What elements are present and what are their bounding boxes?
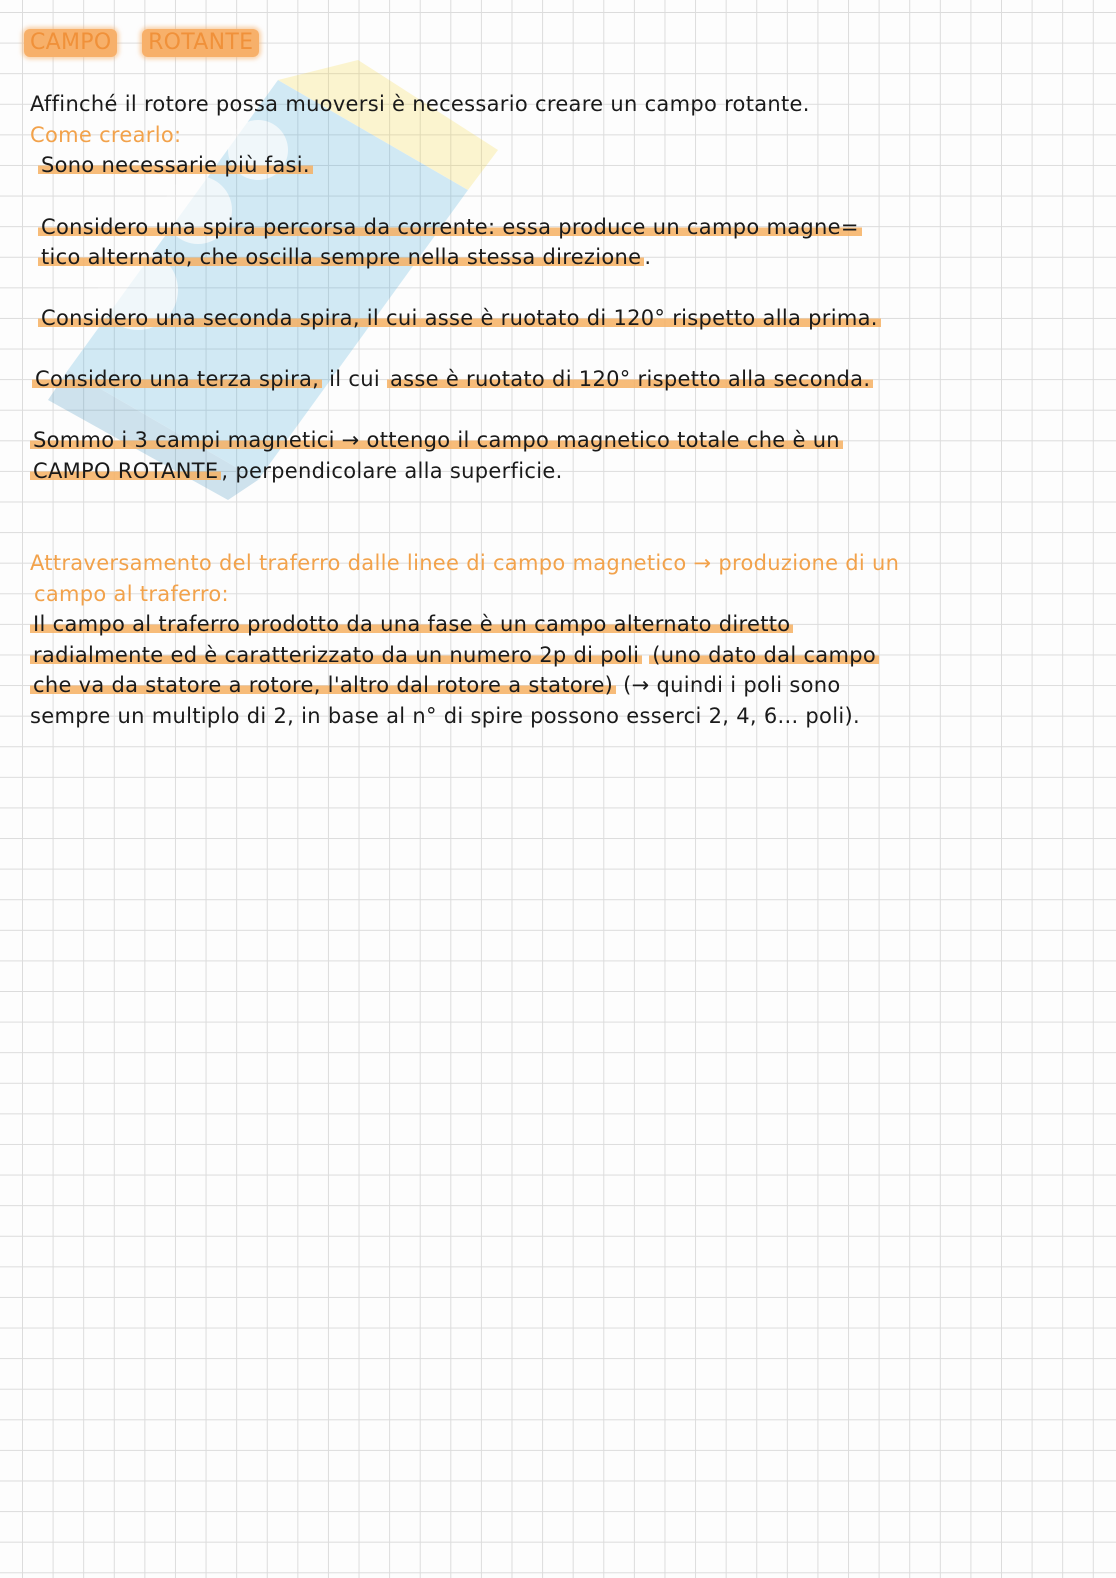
text-line-4b: [38, 242, 1102, 272]
text-line-7b: [30, 456, 1102, 486]
period: .: [644, 245, 652, 269]
text-line-3: [38, 150, 1102, 180]
highlight-uno-dato: (uno dato dal campo: [649, 643, 879, 667]
title-word-campo: CAMPO: [24, 29, 117, 57]
highlight-campo-alternato: tico alternato, che oscilla sempre nella stessa direzione: [38, 245, 644, 269]
text-line-9b: [30, 640, 1102, 670]
highlight-considero-prima-spira: Considero una spira percorsa da corrente: essa produce un campo magne=: [38, 215, 862, 239]
title-word-rotante: ROTANTE: [142, 29, 259, 57]
highlight-campo-traferro: Il campo al traferro prodotto da una fase è un campo alternato diretto: [30, 612, 793, 636]
highlight-radialmente: radialmente ed è caratterizzato da un numero 2p di poli: [30, 643, 642, 667]
page-title: [24, 28, 1102, 58]
subheading-attraversamento: Attraversamento del traferro dalle linee di campo magnetico → produzione di un: [30, 551, 900, 575]
text-line-7a: [30, 425, 1102, 455]
highlight-seconda-spira: Considero una seconda spira, il cui asse è ruotato di 120° rispetto alla prima.: [38, 306, 881, 330]
highlight-sommo-campi: Sommo i 3 campi magnetici → ottengo il campo magnetico totale che è un: [30, 428, 843, 452]
highlight-sono-necessarie: Sono necessarie più fasi.: [38, 153, 313, 177]
text-il-cui: il cui: [329, 367, 380, 391]
text-line-6: [32, 364, 1102, 394]
text-line-1: Affinché il rotore possa muoversi è necessario creare un campo rotante.: [30, 92, 810, 116]
subheading-come-crearlo: Come crearlo:: [30, 123, 182, 147]
text-perpendicolare: , perpendicolare alla superficie.: [221, 459, 563, 483]
text-line-5: [38, 303, 1102, 333]
highlight-statore-rotore: che va da statore a rotore, l'altro dal rotore a statore): [30, 673, 616, 697]
highlight-terza-spira: Considero una terza spira,: [32, 367, 322, 391]
text-line-4a: [38, 212, 1102, 242]
text-line-9d: sempre un multiplo di 2, in base al n° di spire possono esserci 2, 4, 6... poli).: [30, 704, 860, 728]
highlight-asse-ruotato: asse è ruotato di 120° rispetto alla seconda.: [387, 367, 873, 391]
highlight-campo-rotante: CAMPO ROTANTE: [30, 459, 221, 483]
text-line-9a: [30, 609, 1102, 639]
text-quindi-poli: (→ quindi i poli sono: [623, 673, 841, 697]
text-line-9c: [30, 670, 1102, 700]
subheading-campo-al-traferro: campo al traferro:: [34, 582, 229, 606]
